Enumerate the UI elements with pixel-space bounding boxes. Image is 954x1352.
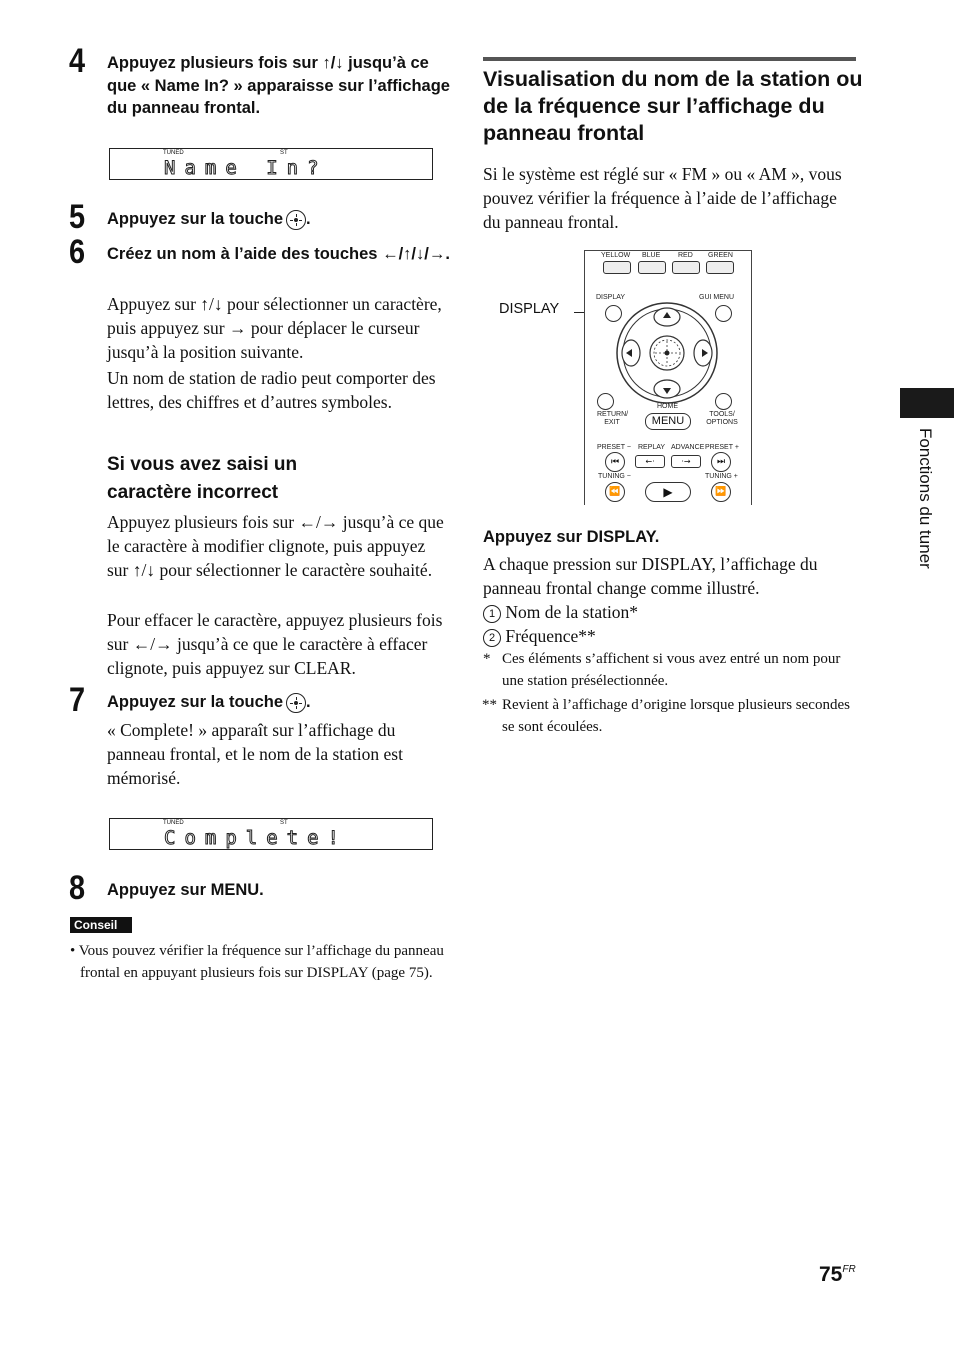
- tuned-indicator: TUNED: [163, 150, 184, 156]
- step-5-text: Appuyez sur la touche: [107, 210, 284, 228]
- remote-control-illustration: [584, 250, 752, 505]
- preset-minus-label: PRESET −: [597, 444, 631, 451]
- footnote-mark-1: *: [483, 651, 491, 667]
- return-exit-button: [597, 393, 614, 410]
- tools-options-label: TOOLS/ OPTIONS: [706, 411, 738, 426]
- previous-icon: ⏮: [605, 452, 625, 472]
- rewind-icon: ⏪: [605, 482, 625, 502]
- chapter-tab-label: Fonctions du tuner: [916, 428, 935, 569]
- tuned-indicator: TUNED: [163, 820, 184, 826]
- step-5-heading: Appuyez sur la touche .: [107, 210, 311, 228]
- step-7-paragraph: « Complete! » apparaît sur l’affichage du panneau frontal, et le nom de la station est mémorisé.: [107, 720, 403, 788]
- step-6-heading: Créez un nom à l’aide des touches ←/↑/↓/→.: [107, 245, 450, 263]
- green-label: GREEN: [708, 252, 733, 259]
- item-1-text: Nom de la station*: [505, 602, 639, 622]
- front-panel-display-name-in: [109, 148, 433, 180]
- conseil-badge: Conseil: [70, 917, 132, 933]
- item-2-text: Fréquence**: [505, 626, 596, 646]
- display-item-1: [483, 600, 853, 624]
- item-2-number-icon: 2: [483, 629, 501, 647]
- display-subheading: Appuyez sur DISPLAY.: [483, 528, 660, 546]
- footnote-mark-2: **: [482, 697, 497, 713]
- step-6-paragraph-1: Appuyez sur ↑/↓ pour sélectionner un caractère, puis appuyez sur → pour déplacer le curseur jusqu’à la position suivante.: [107, 294, 442, 362]
- replay-label: REPLAY: [638, 444, 666, 451]
- step-number-8: 8: [69, 869, 86, 907]
- footnote-1: Ces éléments s’affichent si vous avez entré un nom pour une station présélectionnée.: [502, 651, 841, 689]
- chapter-tab-marker: [900, 388, 954, 418]
- enter-button-icon: [286, 210, 306, 230]
- step-7-text: Appuyez sur la touche: [107, 693, 284, 711]
- stereo-indicator: ST: [280, 150, 288, 156]
- home-label: HOME: [657, 403, 678, 410]
- stereo-indicator: ST: [280, 820, 288, 826]
- display-item-2: [483, 624, 853, 648]
- blue-label: BLUE: [642, 252, 661, 259]
- item-1-number-icon: 1: [483, 605, 501, 623]
- yellow-label: YELLOW: [601, 252, 631, 259]
- preset-plus-label: PRESET +: [705, 444, 739, 451]
- step-7-heading: Appuyez sur la touche .: [107, 693, 311, 711]
- next-icon: ⏭: [711, 452, 731, 472]
- lcd-text: Complete!: [164, 827, 348, 849]
- display-label: DISPLAY: [596, 294, 626, 301]
- advance-label: ADVANCE: [671, 444, 705, 451]
- gui-menu-label: GUI MENU: [699, 294, 734, 301]
- step-8-heading: Appuyez sur MENU.: [107, 881, 264, 899]
- fast-forward-icon: ⏩: [711, 482, 731, 502]
- step-number-6: 6: [69, 233, 86, 271]
- menu-button: MENU: [645, 413, 691, 430]
- step-number-7: 7: [69, 681, 86, 719]
- blue-button: [638, 261, 666, 274]
- step-6-paragraph-2: Un nom de station de radio peut comporter des lettres, des chiffres et d’autres symboles.: [107, 368, 436, 412]
- return-exit-label: RETURN/ EXIT: [597, 411, 629, 426]
- section-rule: [483, 57, 856, 61]
- front-panel-display-complete: [109, 818, 433, 850]
- display-callout-label: DISPLAY: [499, 301, 560, 317]
- step-4-heading: Appuyez plusieurs fois sur ↑/↓ jusqu’à ce que « Name In? » apparaisse sur l’affichage du panneau frontal.: [107, 54, 450, 117]
- replay-button: ←·: [635, 455, 665, 468]
- play-button: ▶: [645, 482, 691, 502]
- enter-button-icon: [286, 693, 306, 713]
- advance-button: ·→: [671, 455, 701, 468]
- incorrect-char-heading: Si vous avez saisi un caractère incorrect: [107, 454, 298, 503]
- yellow-button: [603, 261, 631, 274]
- red-label: RED: [678, 252, 693, 259]
- tuning-minus-label: TUNING −: [598, 473, 631, 480]
- step-number-4: 4: [69, 42, 86, 80]
- page-number-value: 75: [819, 1263, 843, 1286]
- footnote-2: Revient à l’affichage d’origine lorsque plusieurs secondes se sont écoulées.: [502, 697, 850, 735]
- tools-options-button: [715, 393, 732, 410]
- section-title: Visualisation du nom de la station ou de la fréquence sur l’affichage du panneau frontal: [483, 67, 863, 145]
- page-number-suffix: FR: [842, 1264, 856, 1275]
- red-button: [672, 261, 700, 274]
- section-intro: Si le système est réglé sur « FM » ou « AM », vous pouvez vérifier la fréquence à l’aide de l’affichage du panneau frontal.: [483, 164, 842, 232]
- lcd-text: Name In?: [164, 157, 328, 179]
- conseil-text: • Vous pouvez vérifier la fréquence sur l’affichage du panneau frontal en appuyant plusieurs fois sur DISPLAY (page 75).: [70, 943, 444, 981]
- green-button: [706, 261, 734, 274]
- tuning-plus-label: TUNING +: [705, 473, 738, 480]
- incorrect-paragraph-1: Appuyez plusieurs fois sur ←/→ jusqu’à ce que le caractère à modifier clignote, puis appuyez sur ↑/↓ pour sélectionner le caractère souhaité.: [107, 512, 444, 580]
- incorrect-paragraph-2: Pour effacer le caractère, appuyez plusieurs fois sur ←/→ jusqu’à ce que le caractère à effacer clignote, puis appuyez sur CLEAR.: [107, 610, 443, 678]
- page-number: [819, 1258, 856, 1287]
- display-paragraph: A chaque pression sur DISPLAY, l’affichage du panneau frontal change comme illustré.: [483, 554, 818, 598]
- directional-pad: [615, 301, 719, 405]
- step-number-5: 5: [69, 198, 86, 236]
